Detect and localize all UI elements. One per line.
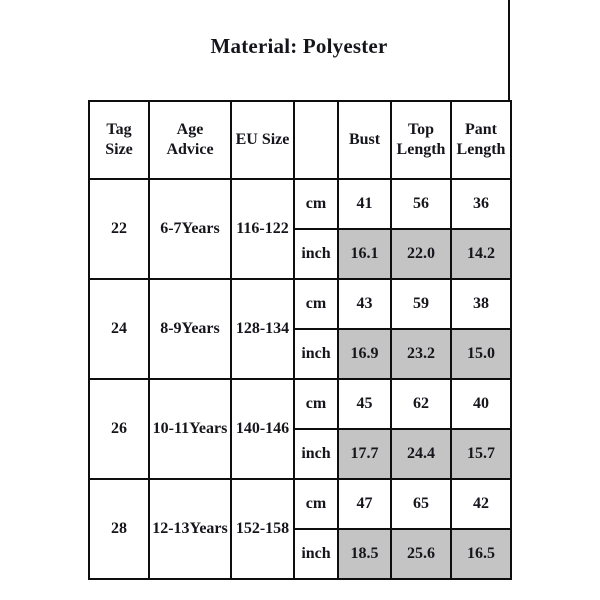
header-age-advice: Age Advice — [149, 101, 231, 179]
pant-length-cm-value: 42 — [451, 479, 511, 529]
tag-size-cell: 22 — [89, 179, 149, 279]
tag-size-cell: 24 — [89, 279, 149, 379]
unit-label-inch: inch — [294, 329, 338, 379]
bust-inch-value: 16.9 — [338, 329, 391, 379]
size-row-cm — [89, 379, 511, 429]
size-row-cm — [89, 479, 511, 529]
top-length-inch-value: 23.2 — [391, 329, 451, 379]
unit-label-cm: cm — [294, 279, 338, 329]
unit-label-cm: cm — [294, 179, 338, 229]
top-length-cm-value: 56 — [391, 179, 451, 229]
bust-cm-value: 47 — [338, 479, 391, 529]
age-advice-cell: 6-7Years — [149, 179, 231, 279]
top-length-inch-value: 22.0 — [391, 229, 451, 279]
top-length-cm-value: 62 — [391, 379, 451, 429]
pant-length-inch-value: 16.5 — [451, 529, 511, 579]
header-unit — [294, 101, 338, 179]
unit-label-inch: inch — [294, 529, 338, 579]
age-advice-cell: 8-9Years — [149, 279, 231, 379]
size-chart-table — [88, 100, 512, 580]
eu-size-cell: 116-122 — [231, 179, 294, 279]
bust-cm-value: 43 — [338, 279, 391, 329]
bust-inch-value: 18.5 — [338, 529, 391, 579]
pant-length-inch-value: 15.0 — [451, 329, 511, 379]
unit-label-inch: inch — [294, 429, 338, 479]
header-bust: Bust — [338, 101, 391, 179]
top-vertical-rule — [508, 0, 510, 101]
pant-length-cm-value: 38 — [451, 279, 511, 329]
tag-size-cell: 28 — [89, 479, 149, 579]
pant-length-cm-value: 40 — [451, 379, 511, 429]
unit-label-inch: inch — [294, 229, 338, 279]
pant-length-inch-value: 15.7 — [451, 429, 511, 479]
top-length-cm-value: 65 — [391, 479, 451, 529]
eu-size-cell: 128-134 — [231, 279, 294, 379]
top-length-cm-value: 59 — [391, 279, 451, 329]
bust-inch-value: 17.7 — [338, 429, 391, 479]
header-eu-size: EU Size — [231, 101, 294, 179]
header-pant-length: Pant Length — [451, 101, 511, 179]
age-advice-cell: 10-11Years — [149, 379, 231, 479]
pant-length-cm-value: 36 — [451, 179, 511, 229]
page-title: Material: Polyester — [210, 34, 388, 58]
bust-cm-value: 45 — [338, 379, 391, 429]
tag-size-cell: 26 — [89, 379, 149, 479]
size-row-cm — [89, 279, 511, 329]
bust-cm-value: 41 — [338, 179, 391, 229]
top-length-inch-value: 24.4 — [391, 429, 451, 479]
header-row — [89, 101, 511, 179]
unit-label-cm: cm — [294, 379, 338, 429]
unit-label-cm: cm — [294, 479, 338, 529]
eu-size-cell: 152-158 — [231, 479, 294, 579]
size-row-cm — [89, 179, 511, 229]
age-advice-cell: 12-13Years — [149, 479, 231, 579]
pant-length-inch-value: 14.2 — [451, 229, 511, 279]
top-length-inch-value: 25.6 — [391, 529, 451, 579]
header-tag-size: Tag Size — [89, 101, 149, 179]
header-top-length: Top Length — [391, 101, 451, 179]
bust-inch-value: 16.1 — [338, 229, 391, 279]
eu-size-cell: 140-146 — [231, 379, 294, 479]
